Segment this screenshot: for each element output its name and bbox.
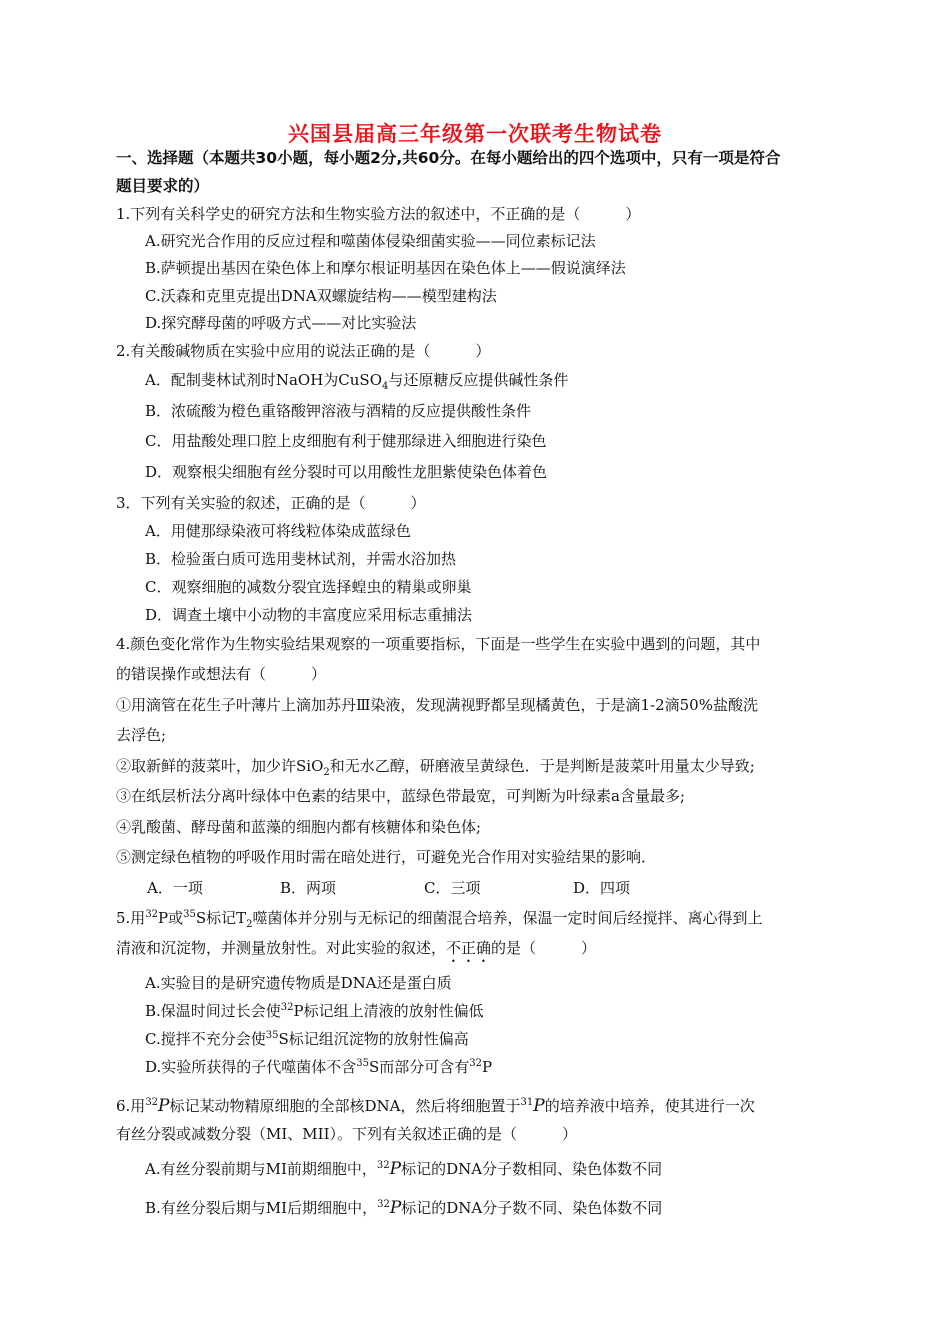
- question-2-option-c: C．用盐酸处理口腔上皮细胞有利于健那绿进入细胞进行染色: [145, 432, 547, 450]
- question-4-item-4: ④乳酸菌、酵母菌和蓝藻的细胞内都有核糖体和染色体;: [116, 818, 482, 836]
- question-1-option-b: B.萨顿提出基因在染色体上和摩尔根证明基因在染色体上——假说演绎法: [145, 259, 626, 277]
- emphasis-text: 不正确: [446, 939, 492, 957]
- question-4-item-3: ③在纸层析法分离叶绿体中色素的结果中，蓝绿色带最宽，可判断为叶绿素a含量最多;: [116, 787, 686, 805]
- question-5-option-a: A.实验目的是研究遗传物质是DNA还是蛋白质: [145, 974, 452, 992]
- question-5-option-d: D.实验所获得的子代噬菌体不含$^{35}$S而部分可含有$^{32}$P: [145, 1058, 493, 1076]
- question-3-option-b: B．检验蛋白质可选用斐林试剂，并需水浴加热: [145, 550, 457, 568]
- question-5-option-c: C.搅拌不充分会使$^{35}$S标记组沉淀物的放射性偏高: [145, 1030, 469, 1048]
- question-4-option-a: A．一项: [147, 879, 203, 897]
- question-4-option-c: C．三项: [424, 879, 481, 897]
- section-heading-cont: 题目要求的）: [116, 177, 210, 195]
- question-2-stem: 2.有关酸碱物质在实验中应用的说法正确的是（ ）: [116, 342, 491, 360]
- question-2-option-b: B．浓硫酸为橙色重铬酸钾溶液与酒精的反应提供酸性条件: [145, 402, 532, 420]
- question-4-option-d: D．四项: [573, 879, 631, 897]
- question-6-stem-cont: 有丝分裂或减数分裂（MI、MII）。下列有关叙述正确的是（ ）: [116, 1125, 577, 1143]
- question-6-option-a: A.有丝分裂前期与MI前期细胞中，$^{32}$P标记的DNA分子数相同、染色体数不同: [145, 1159, 663, 1179]
- question-6-stem: 6.用$^{32}$P标记某动物精原细胞的全部核DNA，然后将细胞置于$^{31}$P的培养液中培养，使其进行一次: [116, 1096, 755, 1116]
- question-3-option-a: A．用健那绿染液可将线粒体染成蓝绿色: [145, 522, 411, 540]
- question-4-option-b: B．两项: [280, 879, 337, 897]
- question-4-item-2: ②取新鲜的菠菜叶，加少许SiO$_2$和无水乙醇，研磨液呈黄绿色．于是判断是菠菜叶用量太少导致;: [116, 757, 755, 778]
- question-1-option-c: C.沃森和克里克提出DNA双螺旋结构——模型建构法: [145, 287, 497, 305]
- question-2-option-a: A．配制斐林试剂时NaOH为CuSO$_4$与还原糖反应提供碱性条件: [145, 371, 569, 392]
- question-4-item-1-cont: 去浮色;: [116, 726, 167, 744]
- question-6-option-b: B.有丝分裂后期与MI后期细胞中，$^{32}$P标记的DNA分子数不同、染色体数不同: [145, 1198, 663, 1218]
- question-1-option-d: D.探究酵母菌的呼吸方式——对比实验法: [145, 314, 417, 332]
- question-5-stem: 5.用$^{32}$P或$^{35}$S标记$T_2$噬菌体并分别与无标记的细菌混合培养，保温一定时间后经搅拌、离心得到上: [116, 909, 763, 930]
- question-4-item-5: ⑤测定绿色植物的呼吸作用时需在暗处进行，可避免光合作用对实验结果的影响．: [116, 848, 657, 866]
- question-1-option-a: A.研究光合作用的反应过程和噬菌体侵染细菌实验——同位素标记法: [145, 232, 596, 250]
- question-4-item-1: ①用滴管在花生子叶薄片上滴加苏丹Ⅲ染液，发现满视野都呈现橘黄色，于是滴1-2滴50%盐酸洗: [116, 696, 758, 714]
- question-3-option-c: C．观察细胞的减数分裂宜选择蝗虫的精巢或卵巢: [145, 578, 472, 596]
- question-4-stem: 4.颜色变化常作为生物实验结果观察的一项重要指标，下面是一些学生在实验中遇到的问题，其中: [116, 635, 761, 653]
- page-title: 兴国县届高三年级第一次联考生物试卷: [288, 122, 662, 146]
- question-4-stem-cont: 的错误操作或想法有（ ）: [116, 665, 327, 683]
- question-2-option-d: D．观察根尖细胞有丝分裂时可以用酸性龙胆紫使染色体着色: [145, 463, 548, 481]
- question-5-stem-cont: 清液和沉淀物，并测量放射性。对此实验的叙述，不正确的是（ ）: [116, 939, 597, 957]
- question-1-stem: 1.下列有关科学史的研究方法和生物实验方法的叙述中，不正确的是（ ）: [116, 205, 641, 223]
- section-heading: 一、选择题（本题共30小题，每小题2分,共60分。在每小题给出的四个选项中，只有一项是符合: [116, 149, 781, 167]
- question-3-stem: 3．下列有关实验的叙述，正确的是（ ）: [116, 494, 426, 512]
- question-3-option-d: D．调查土壤中小动物的丰富度应采用标志重捕法: [145, 606, 473, 624]
- question-5-option-b: B.保温时间过长会使$^{32}$P标记组上清液的放射性偏低: [145, 1002, 484, 1020]
